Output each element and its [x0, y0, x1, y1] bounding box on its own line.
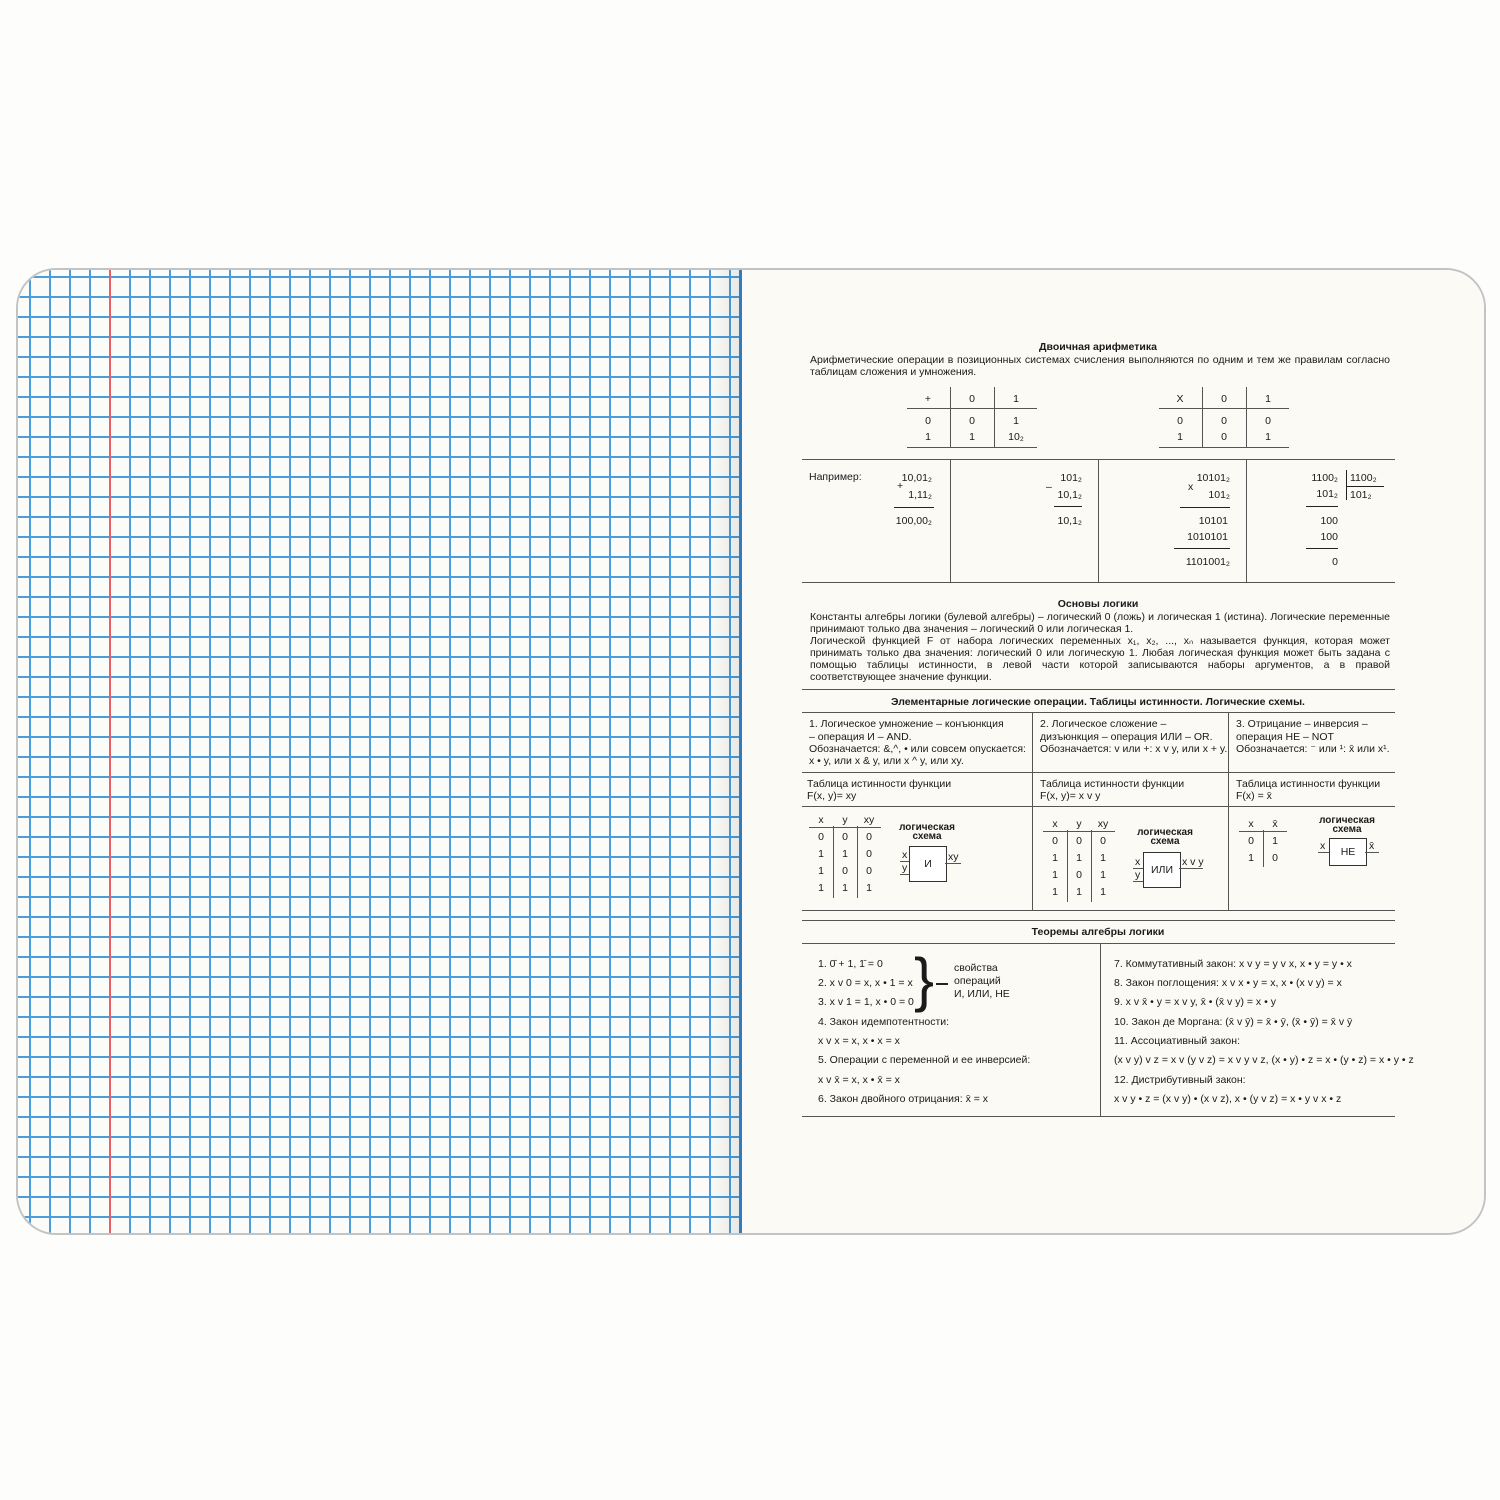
mul-cell: 0 [1265, 415, 1271, 427]
not-desc-line: Обозначается: ⁻ или ¹: x̄ или x¹. [1236, 743, 1390, 755]
not-desc-line: операция НЕ – NOT [1236, 731, 1334, 743]
mul-cell: 1 [1265, 431, 1271, 443]
operand: 101₂ [1208, 489, 1230, 501]
tt-cell: 1 [818, 882, 824, 894]
output-label: xy [948, 851, 959, 863]
and-tt-title: Таблица истинности функции [807, 778, 952, 790]
tt-cell: xy [863, 814, 875, 826]
scheme-label: схема [912, 831, 942, 842]
tt-cell: 1 [1052, 869, 1058, 881]
add-cell: 0 [925, 415, 931, 427]
scheme-label: логическая [1137, 827, 1193, 838]
tt-cell: 1 [842, 882, 848, 894]
add-cell: 10₂ [1008, 431, 1024, 443]
theorem-line: 6. Закон двойного отрицания: x̄ = x [818, 1093, 989, 1105]
theorem-line: 4. Закон идемпотентности: [818, 1016, 950, 1028]
tt-cell: y [1076, 818, 1082, 830]
tt-cell: 0 [818, 831, 824, 843]
brace-label: операций [954, 975, 1001, 987]
add-cell: 0 [969, 415, 975, 427]
partial: 10101 [1198, 515, 1228, 527]
or-tt-title: F(x, y)= x v y [1040, 790, 1101, 802]
grid-page [18, 270, 740, 1233]
mul-cell: X [1176, 393, 1184, 405]
binary-title: Двоичная арифметика [1039, 341, 1157, 353]
tt-cell: 1 [866, 882, 872, 894]
scheme-label: схема [1332, 824, 1362, 835]
subtrahend: 101₂ [1316, 488, 1338, 500]
tt-cell: 0 [1052, 835, 1058, 847]
brace-icon: } [914, 946, 935, 1013]
output-label: x v y [1182, 856, 1204, 868]
or-desc-line: Обозначается: v или +: x v y, или x + y. [1040, 743, 1228, 755]
not-tt-title: F(x) = x̄ [1236, 790, 1272, 802]
output-label: x̄ [1369, 840, 1375, 852]
or-desc-line: дизъюнкция – операция ИЛИ – OR. [1040, 731, 1213, 743]
op-sign: – [1046, 481, 1052, 493]
theorem-line: 9. x v x̄ • y = x v y, x̄ • (x̄ v y) = x • y [1114, 996, 1276, 1008]
mul-cell: 1 [1265, 393, 1271, 405]
theorem-line: 5. Операции с переменной и ее инверсией: [818, 1054, 1031, 1066]
mul-cell: 0 [1221, 415, 1227, 427]
mul-cell: 0 [1221, 393, 1227, 405]
mul-cell: 0 [1177, 415, 1183, 427]
tt-cell: 1 [1052, 886, 1058, 898]
theorem-line: 3. x v 1 = 1, x • 0 = 0 [818, 996, 914, 1008]
tt-cell: 1 [1052, 852, 1058, 864]
add-cell: 1 [969, 431, 975, 443]
margin-line [109, 270, 111, 1233]
or-tt-title: Таблица истинности функции [1040, 778, 1185, 790]
tt-cell: 1 [1248, 852, 1254, 864]
tt-cell: 1 [818, 865, 824, 877]
binary-intro: Арифметические операции в позиционных системах счисления выполняются по одним и тем же правилам согласно таблицам сложения и умножения. [810, 354, 1390, 378]
logic-p1: Константы алгебры логики (булевой алгебры) – логический 0 (ложь) и логическая 1 (истина). Логические переменные принимают только два значения – логический 0 или логическая 1. [810, 611, 1390, 635]
tt-cell: 0 [1272, 852, 1278, 864]
operand: 10101₂ [1196, 472, 1230, 484]
tt-cell: 0 [842, 865, 848, 877]
example-label: Например: [809, 471, 862, 483]
tt-cell: 0 [866, 831, 872, 843]
theorem-line: 10. Закон де Моргана: (x̄ v ȳ) = x̄ • ȳ, (x̄ • ȳ) = x̄ v ȳ [1114, 1016, 1353, 1028]
tt-cell: 0 [1076, 869, 1082, 881]
theorem-line: x v x = x, x • x = x [818, 1035, 900, 1047]
and-desc-line: x • y, или x & y, или x ^ y, или xy. [809, 755, 964, 767]
input-y: y [1135, 869, 1141, 881]
not-desc-line: 3. Отрицание – инверсия – [1236, 718, 1368, 730]
tt-cell: 0 [866, 848, 872, 860]
and-desc-line: 1. Логическое умножение – конъюнкция [809, 718, 1004, 730]
mul-cell: 1 [1177, 431, 1183, 443]
tt-cell: 1 [842, 848, 848, 860]
tt-cell: 1 [1100, 886, 1106, 898]
or-desc-line: 2. Логическое сложение – [1040, 718, 1167, 730]
operand: 10,1₂ [1057, 489, 1082, 501]
scheme-label: схема [1150, 836, 1180, 847]
tt-cell: 1 [1076, 886, 1082, 898]
tt-cell: xy [1097, 818, 1109, 830]
or-gate: ИЛИ [1143, 852, 1181, 888]
result: 1101001₂ [1185, 556, 1230, 568]
dividend: 1100₂ [1311, 472, 1338, 484]
divisor: 1100₂ [1350, 472, 1377, 484]
tt-cell: 1 [1076, 852, 1082, 864]
add-cell: 1 [925, 431, 931, 443]
tt-cell: 0 [842, 831, 848, 843]
theorem-line: 11. Ассоциативный закон: [1114, 1035, 1240, 1047]
operand: 1,11₂ [908, 489, 932, 501]
tt-cell: x [818, 814, 824, 826]
and-tt-title: F(x, y)= xy [807, 790, 857, 802]
add-cell: 1 [1013, 415, 1019, 427]
tt-cell: 0 [866, 865, 872, 877]
brace-label: свойства [954, 962, 998, 974]
tt-cell: 0 [1076, 835, 1082, 847]
theorem-line: x v y • z = (x v y) • (x v z), x • (y v z) = x • y v x • z [1114, 1093, 1342, 1105]
add-cell: + [924, 393, 932, 405]
theorem-line: 1. 0̄ + 1, 1̄ = 0 [818, 958, 883, 970]
input-x: x [1135, 856, 1141, 868]
op-sign: x [1188, 481, 1194, 493]
result: 10,1₂ [1057, 515, 1082, 527]
tt-cell: x [1052, 818, 1058, 830]
brace-label: И, ИЛИ, НЕ [954, 988, 1010, 1000]
ops-title: Элементарные логические операции. Таблицы истинности. Логические схемы. [891, 696, 1305, 708]
logic-title: Основы логики [1057, 598, 1139, 610]
partial: 1010101 [1187, 531, 1228, 543]
add-cell: 1 [1013, 393, 1019, 405]
tt-cell: 1 [1272, 835, 1278, 847]
tt-cell: x̄ [1272, 818, 1278, 830]
theorem-line: 12. Дистрибутивный закон: [1114, 1074, 1246, 1086]
mul-cell: 0 [1221, 431, 1227, 443]
operand: 101₂ [1060, 472, 1082, 484]
theorems-title: Теоремы алгебры логики [1031, 926, 1165, 938]
tt-cell: 1 [1100, 869, 1106, 881]
input-y: y [902, 862, 908, 874]
tt-cell: 1 [1100, 852, 1106, 864]
and-desc-line: – операция И – AND. [809, 731, 912, 743]
not-tt-title: Таблица истинности функции [1236, 778, 1381, 790]
add-cell: 0 [969, 393, 975, 405]
tt-cell: 1 [818, 848, 824, 860]
scheme-label: логическая [1319, 815, 1375, 826]
logic-p2: Логической функцией F от набора логических переменных x₁, x₂, ..., xₙ называется функция, которая может принимать только два значения: логический 0 или логическую 1. Любая логическая функция может быть задана с помощью таблицы истинности, в левой части которой записываются наборы аргументов, а в правой соответствующее значение функции. [810, 635, 1390, 683]
theorem-line: 2. x v 0 = x, x • 1 = x [818, 977, 913, 989]
theorem-line: 8. Закон поглощения: x v x • y = x, x • (x v y) = x [1114, 977, 1342, 989]
tt-cell: 0 [1248, 835, 1254, 847]
tt-cell: 0 [1100, 835, 1106, 847]
remainder: 0 [1332, 556, 1338, 568]
input-x: x [902, 849, 908, 861]
scheme-label: логическая [899, 822, 955, 833]
theorem-line: 7. Коммутативный закон: x v y = y v x, x • y = y • x [1114, 958, 1352, 970]
op-sign: + [897, 480, 904, 492]
operand: 10,01₂ [901, 472, 932, 484]
not-gate: НЕ [1329, 838, 1367, 866]
theorem-line: (x v y) v z = x v (y v z) = x v y v z, (x • y) • z = x • (y • z) = x • y • z [1114, 1054, 1414, 1066]
and-gate: И [909, 846, 947, 882]
remainder: 100 [1320, 515, 1338, 527]
gutter-shadow [708, 270, 740, 1233]
remainder: 100 [1320, 531, 1338, 543]
tt-cell: y [842, 814, 848, 826]
quotient: 101₂ [1350, 489, 1372, 501]
result: 100,00₂ [895, 515, 932, 527]
and-desc-line: Обозначается: &,^, • или совсем опускается: [809, 743, 1026, 755]
tt-cell: x [1248, 818, 1254, 830]
input-x: x [1320, 840, 1326, 852]
theorem-line: x v x̄ = x, x • x̄ = x [818, 1074, 900, 1086]
